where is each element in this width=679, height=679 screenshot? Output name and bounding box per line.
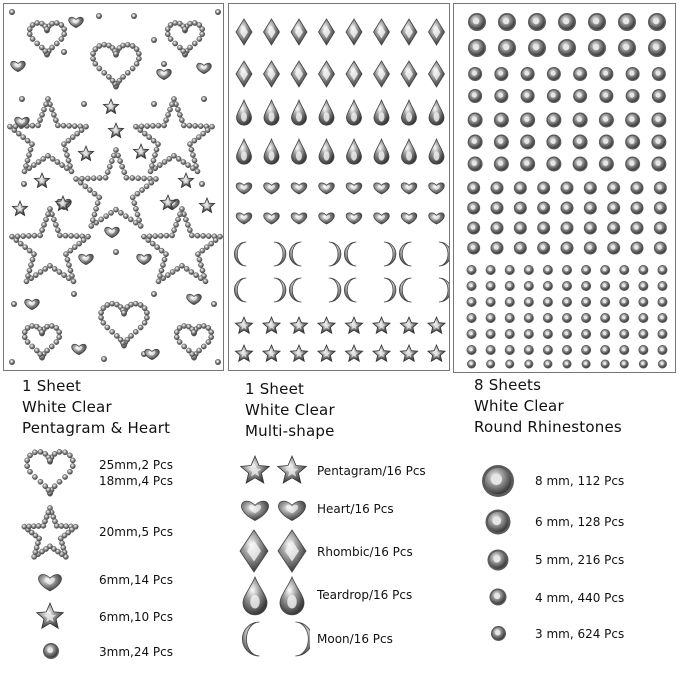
heart-outline-icon bbox=[20, 445, 80, 497]
panel-1-title-line: White Clear bbox=[22, 398, 112, 416]
panel-2-title bbox=[245, 379, 335, 442]
round-gem-icon bbox=[41, 641, 61, 661]
sheet-multi-shape bbox=[228, 3, 450, 371]
panel-3-title-line: 8 Sheets bbox=[474, 376, 542, 394]
spec-text: Teardrop/16 Pcs bbox=[317, 588, 413, 602]
panel-3-title bbox=[474, 375, 622, 438]
round-gem-icon bbox=[484, 508, 512, 536]
spec-text: 6mm,10 Pcs bbox=[99, 610, 173, 624]
multi-shape-sheet-image bbox=[229, 4, 449, 370]
spec-text: Pentagram/16 Pcs bbox=[317, 464, 426, 478]
pentagram-heart-sheet-image bbox=[4, 4, 223, 370]
rhombic-gem-icon bbox=[236, 528, 312, 574]
moon-gem-icon bbox=[238, 620, 310, 658]
spec-text: 6mm,14 Pcs bbox=[99, 573, 173, 587]
spec-text: Rhombic/16 Pcs bbox=[317, 545, 413, 559]
round-gem-icon bbox=[490, 625, 507, 642]
spec-line: 18mm,4 Pcs bbox=[99, 474, 173, 488]
spec-text: 6 mm, 128 Pcs bbox=[535, 515, 625, 529]
star-gem-icon bbox=[34, 600, 66, 632]
panel-1-title bbox=[22, 376, 170, 439]
spec-text: 8 mm, 112 Pcs bbox=[535, 474, 625, 488]
pentagram-gem-icon bbox=[238, 454, 310, 488]
panel-2-title-line: White Clear bbox=[245, 401, 335, 419]
sheet-round-rhinestones bbox=[453, 3, 676, 373]
round-gem-icon bbox=[486, 548, 510, 572]
heart-gem-icon bbox=[238, 494, 310, 524]
sheet-pentagram-heart bbox=[3, 3, 224, 371]
spec-text: 5 mm, 216 Pcs bbox=[535, 553, 625, 567]
heart-gem-icon bbox=[37, 569, 63, 593]
round-gem-icon bbox=[480, 463, 516, 499]
panel-2-title-line: Multi-shape bbox=[245, 422, 335, 440]
spec-text: 4 mm, 440 Pcs bbox=[535, 591, 625, 605]
spec-text bbox=[99, 457, 173, 489]
spec-text: 3 mm, 624 Pcs bbox=[535, 627, 625, 641]
spec-text: 20mm,5 Pcs bbox=[99, 525, 173, 539]
panel-3-title-line: White Clear bbox=[474, 397, 564, 415]
spec-line: 25mm,2 Pcs bbox=[99, 458, 173, 472]
panel-1-title-line: 1 Sheet bbox=[22, 377, 82, 395]
teardrop-gem-icon bbox=[238, 576, 310, 616]
round-rhinestones-sheet-image bbox=[454, 4, 675, 372]
panel-2-title-line: 1 Sheet bbox=[245, 380, 305, 398]
round-gem-icon bbox=[488, 587, 508, 607]
panel-3-title-line: Round Rhinestones bbox=[474, 418, 622, 436]
spec-text: Moon/16 Pcs bbox=[317, 632, 393, 646]
spec-text: Heart/16 Pcs bbox=[317, 502, 394, 516]
spec-text: 3mm,24 Pcs bbox=[99, 645, 173, 659]
star-outline-icon bbox=[20, 503, 80, 563]
panel-1-title-line: Pentagram & Heart bbox=[22, 419, 171, 437]
